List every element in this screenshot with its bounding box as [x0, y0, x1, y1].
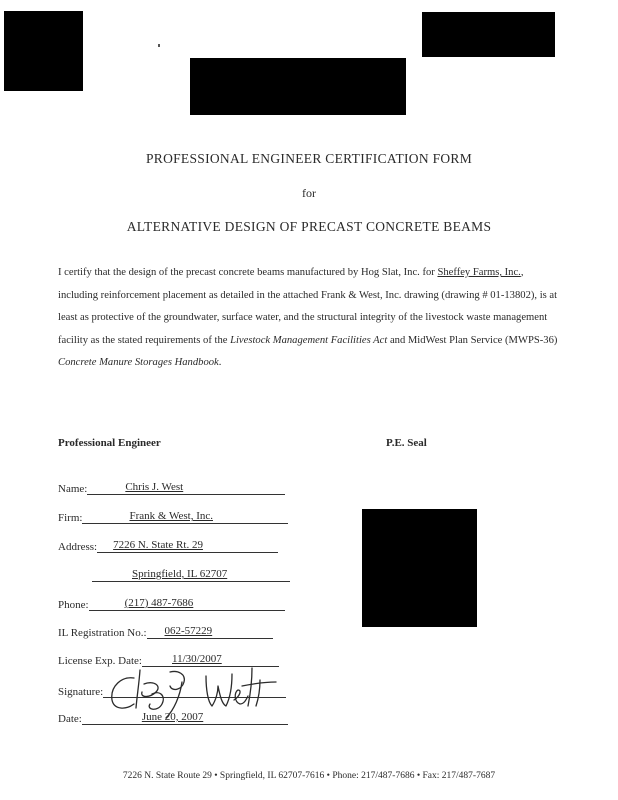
form-for: for [302, 186, 316, 200]
date-value: June 20, 2007 [141, 711, 204, 723]
pe-seal-redaction [362, 509, 477, 627]
license-label: License Exp. Date: [58, 655, 142, 667]
act-name: Livestock Management Facilities Act [230, 334, 388, 346]
firm-label: Firm: [58, 512, 83, 524]
signature-label: Signature: [58, 686, 104, 698]
cert-text-2: , including reinforcement placement as detailed in the attached Frank & West, Inc. drawing (drawing # 01-13802), is at least as protective of the groundwater, surface water, and the structural integrity of the livestock waste management facility as the stated requirements of the [58, 267, 558, 346]
handwritten-signature [100, 660, 280, 722]
form-title: PROFESSIONAL ENGINEER CERTIFICATION FORM [145, 151, 473, 166]
name-row [58, 480, 285, 496]
cert-text-1: I certify that the design of the precast concrete beams manufactured by Hog Slat, Inc. for [58, 267, 438, 278]
phone-field[interactable] [89, 596, 285, 611]
phone-value: (217) 487-7686 [124, 597, 194, 609]
registration-label: IL Registration No.: [58, 627, 147, 639]
footer-address: 7226 N. State Route 29 • Springfield, IL 62707-7616 • Phone: 217/487-7686 • Fax: 217/487-7687 [122, 771, 496, 781]
registration-field[interactable] [147, 624, 273, 639]
address-line2-value: Springfield, IL 62707 [132, 568, 228, 580]
engineer-heading: Professional Engineer [58, 437, 161, 449]
name-label: Name: [58, 483, 88, 495]
scan-speck [158, 44, 160, 47]
handbook-name: Concrete Manure Storages Handbook [58, 357, 219, 368]
form-subtitle: ALTERNATIVE DESIGN OF PRECAST CONCRETE BEAMS [126, 219, 492, 234]
phone-label: Phone: [58, 599, 89, 611]
license-value: 11/30/2007 [172, 653, 222, 665]
cert-text-3: and MidWest Plan Service (MWPS-36) [387, 334, 558, 346]
client-name: Sheffey Farms, Inc. [437, 267, 521, 278]
address-line2-row [92, 567, 290, 583]
name-value: Chris J. West [125, 481, 184, 493]
redaction-logo [190, 58, 406, 115]
phone-row [58, 596, 285, 612]
redaction-top-right [422, 12, 555, 57]
address-row [58, 538, 278, 554]
name-field[interactable] [87, 480, 285, 495]
seal-heading: P.E. Seal [386, 437, 427, 449]
firm-field[interactable] [82, 509, 288, 524]
date-label: Date: [58, 713, 82, 725]
address-line2-field[interactable] [92, 567, 290, 582]
address-line1-value: 7226 N. State Rt. 29 [113, 539, 203, 551]
registration-row [58, 624, 273, 640]
certification-paragraph [58, 262, 558, 375]
cert-text-4: . [218, 357, 222, 368]
redaction-top-left [4, 11, 83, 91]
address-line1-field[interactable] [97, 538, 278, 553]
firm-row [58, 509, 288, 525]
registration-value: 062-57229 [164, 625, 213, 637]
firm-value: Frank & West, Inc. [129, 510, 213, 522]
address-label: Address: [58, 541, 98, 553]
